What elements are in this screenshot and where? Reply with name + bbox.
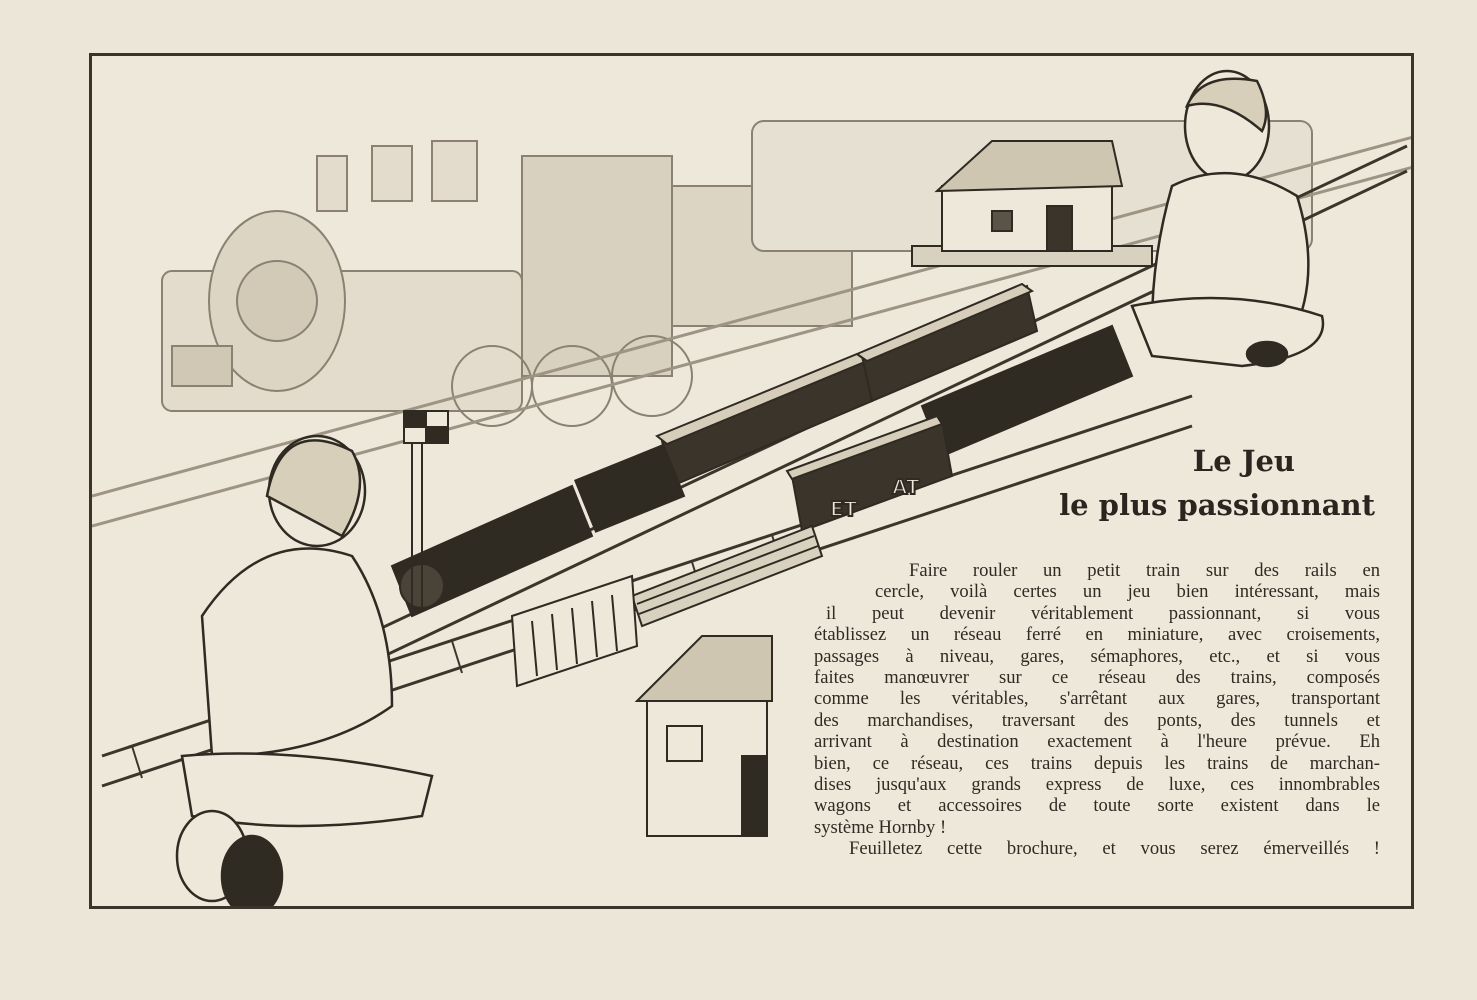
body-line: comme les véritables, s'arrêtant aux gares, transportant — [814, 688, 1380, 710]
body-line: dises jusqu'aux grands express de luxe, ces innombrables — [814, 774, 1380, 796]
illustration-frame — [89, 53, 1414, 909]
closing-line: Feuilletez cette brochure, et vous serez émerveillés ! — [849, 838, 1380, 860]
body-line: passages à niveau, gares, sémaphores, etc., et si vous — [814, 645, 1380, 667]
wagon-letters-right: AT — [892, 475, 920, 499]
wagon-letters-left: ET — [830, 497, 858, 521]
heading-line-1: Le Jeu — [1192, 444, 1295, 478]
boy-kneeling — [177, 436, 432, 909]
background-locomotive — [162, 121, 1312, 426]
heading-line-2: le plus passionnant — [1059, 488, 1375, 522]
page-heading — [955, 439, 1375, 527]
cattle-wagon — [512, 576, 637, 686]
log-wagon — [632, 526, 822, 626]
body-line: faites manœuvrer sur ce réseau des trains, composés — [814, 667, 1380, 689]
body-line: des marchandises, traversant des ponts, des tunnels et — [814, 709, 1380, 731]
body-line: il peut devenir véritablement passionnant, si vous — [826, 602, 1380, 624]
body-line: wagons et accessoires de toute sorte existent dans le — [814, 795, 1380, 817]
body-line: système Hornby ! — [814, 816, 947, 838]
signal-box — [637, 636, 772, 836]
body-line: cercle, voilà certes un jeu bien intéressant, mais — [875, 581, 1380, 603]
foreground-locomotive — [392, 445, 684, 616]
body-line: bien, ce réseau, ces trains depuis les trains de marchan- — [814, 752, 1380, 774]
body-paragraph — [814, 560, 1380, 860]
body-line: Faire rouler un petit train sur des rails en — [909, 560, 1380, 581]
body-line: arrivant à destination exactement à l'heure prévue. Eh — [814, 731, 1380, 753]
body-line: établissez un réseau ferré en miniature, avec croisements, — [814, 624, 1380, 646]
